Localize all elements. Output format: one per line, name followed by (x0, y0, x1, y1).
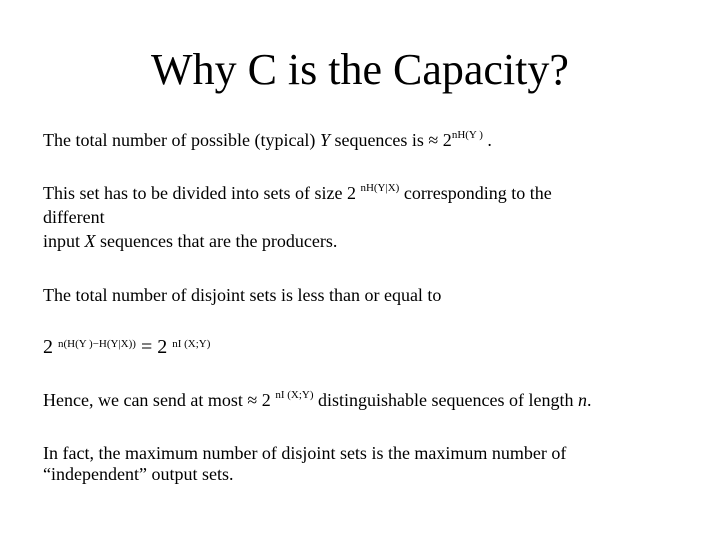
var-x: X (84, 231, 96, 251)
text: input (43, 231, 85, 251)
exponent: nI (X;Y) (172, 338, 211, 350)
exponent: nH(Y ) (451, 129, 483, 141)
exponent: n(H(Y )−H(Y|X)) (58, 338, 136, 350)
text: “independent” output sets. (43, 464, 234, 484)
text: . (586, 390, 592, 410)
text: . (482, 130, 492, 150)
text: = 2 (135, 336, 173, 358)
equation-exponent (43, 337, 210, 361)
text: different (43, 207, 105, 227)
text: This set has to be divided into sets of size 2 (43, 183, 361, 203)
text: corresponding to the (399, 183, 552, 203)
slide-title: Why C is the Capacity? (151, 45, 569, 94)
text: In fact, the maximum number of disjoint sets is the maximum number of (43, 443, 567, 463)
exponent: nH(Y|X) (360, 182, 400, 194)
text: Hence, we can send at most ≈ 2 (43, 390, 276, 410)
text: sequences is ≈ 2 (329, 130, 452, 150)
text: The total number of possible (typical) (43, 130, 320, 150)
paragraph-send-at-most (43, 390, 591, 414)
paragraph-typical-sequences (43, 130, 492, 154)
var-n: n (577, 390, 587, 410)
exponent: nI (X;Y) (275, 389, 314, 401)
text: 2 (43, 336, 58, 358)
text: sequences that are the producers. (95, 231, 338, 251)
paragraph-in-fact (43, 443, 566, 485)
var-y: Y (319, 130, 330, 150)
text: distinguishable sequences of length (313, 390, 578, 410)
paragraph-disjoint-sets: The total number of disjoint sets is less than or equal to (43, 285, 442, 305)
paragraph-divided-sets (43, 183, 552, 252)
